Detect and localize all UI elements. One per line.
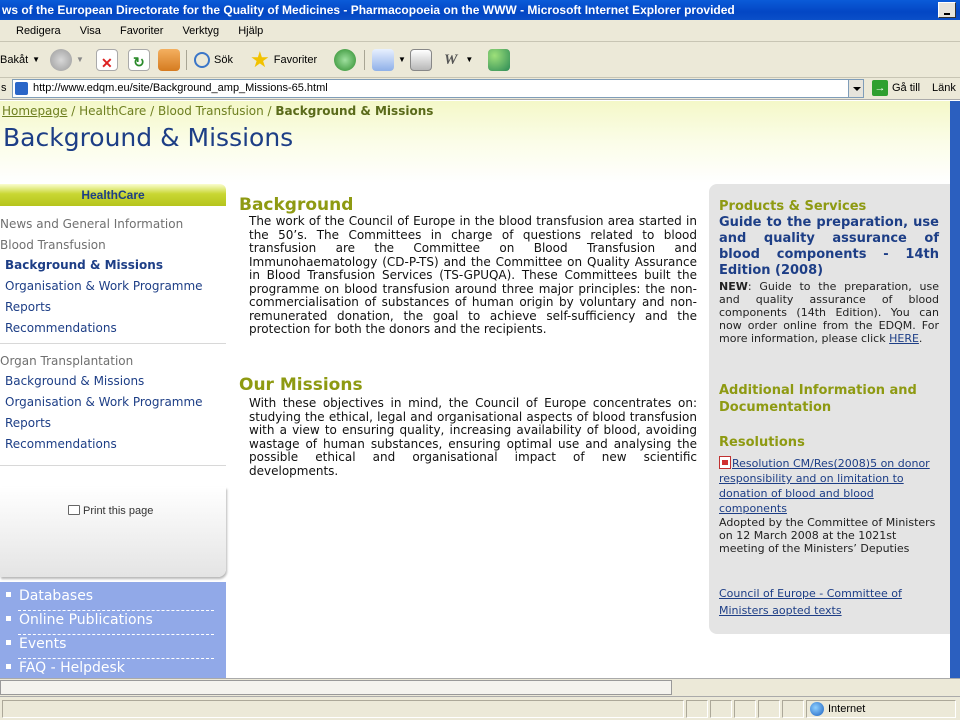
security-zone (810, 701, 865, 717)
search-button[interactable] (194, 48, 233, 72)
breadcrumb-healthcare[interactable]: HealthCare (79, 104, 147, 118)
new-label: NEW (719, 280, 748, 293)
breadcrumb (2, 104, 433, 118)
chevron-down-icon: ▼ (32, 55, 41, 64)
menu-verktyg[interactable]: Verktyg (182, 25, 220, 37)
home-icon (158, 49, 180, 71)
address-url: http://www.edqm.eu/site/Background_amp_Missions-65.html (33, 82, 328, 94)
chevron-down-icon: ▼ (465, 55, 474, 64)
horizontal-scrollbar[interactable] (0, 678, 960, 696)
search-icon (194, 52, 210, 68)
nav-databases[interactable]: Databases (6, 588, 214, 604)
nav-divider (0, 465, 226, 466)
nav-divider (18, 658, 214, 659)
menu-visa[interactable]: Visa (79, 25, 101, 37)
refresh-button[interactable] (128, 48, 154, 72)
status-pane (782, 700, 804, 718)
home-button[interactable] (158, 48, 184, 72)
left-navigation (0, 184, 226, 576)
pdf-icon (719, 456, 731, 469)
resolutions-heading: Resolutions (719, 435, 805, 450)
search-label: Sök (214, 54, 233, 66)
address-label: s (1, 82, 7, 94)
nav-section-header: HealthCare (0, 184, 226, 206)
here-link[interactable]: HERE (889, 332, 919, 345)
additional-info-heading: Additional Information and Documentation (719, 383, 917, 415)
breadcrumb-separator: / (67, 104, 80, 118)
forward-button[interactable] (50, 48, 84, 72)
bottom-navigation (0, 582, 226, 678)
address-bar (0, 78, 960, 100)
mail-button[interactable] (372, 48, 406, 72)
word-icon: W (444, 51, 458, 68)
print-page-label: Print this page (83, 505, 154, 517)
breadcrumb-homepage[interactable]: Homepage (2, 104, 68, 118)
menu-redigera[interactable]: Redigera (16, 25, 61, 37)
resolution-link[interactable] (719, 456, 941, 516)
breadcrumb-current: Background & Missions (275, 104, 434, 118)
print-page-link[interactable] (68, 505, 153, 517)
chevron-down-icon: ▼ (398, 55, 406, 64)
products-services-heading: Products & Services (719, 199, 867, 214)
go-button[interactable] (872, 80, 920, 96)
print-box (0, 487, 226, 577)
nav-organ-transplantation[interactable]: Organ Transplantation (0, 354, 134, 368)
mail-icon (372, 49, 394, 71)
messenger-button[interactable] (488, 48, 514, 72)
nav-divider (18, 610, 214, 611)
stop-button[interactable] (96, 48, 122, 72)
status-bar (0, 696, 960, 720)
address-dropdown-button[interactable] (848, 80, 863, 97)
coe-committee-link[interactable]: Council of Europe - Committee of Ministers aopted texts (719, 587, 902, 617)
vertical-scrollbar[interactable] (950, 101, 960, 678)
status-pane (734, 700, 756, 718)
nav-blood-transfusion[interactable]: Blood Transfusion (0, 238, 106, 252)
horizontal-scroll-thumb[interactable] (0, 680, 672, 695)
background-heading: Background (239, 195, 354, 215)
chevron-down-icon: ▼ (76, 55, 84, 64)
history-icon (334, 49, 356, 71)
guide-description (719, 280, 939, 345)
nav-divider (18, 634, 214, 635)
page-title: Background & Missions (3, 123, 294, 152)
printer-icon (68, 505, 80, 515)
toolbar (0, 42, 960, 78)
toolbar-separator (186, 50, 187, 70)
printer-icon (410, 49, 432, 71)
status-pane (686, 700, 708, 718)
refresh-icon: ↻ (128, 49, 150, 71)
missions-text: With these objectives in mind, the Council of Europe concentrates on: studying the ethical, legal and organisational aspects of blood transfusion with a view to ensuring quality, increasing availability of blood, avoiding wastage of human substances, ensuring optimal use and analysing the possible ethical and organisational impact of new scientific developments. (249, 396, 697, 478)
window-title-bar (0, 0, 960, 20)
address-input[interactable] (12, 79, 864, 98)
nav-faq-helpdesk[interactable]: FAQ - Helpdesk (6, 660, 214, 676)
page-header (0, 101, 950, 183)
window-title: ws of the European Directorate for the Quality of Medicines - Pharmacopoeia on the WWW - Microsoft Internet Explorer provided (2, 3, 735, 17)
favorites-label: Favoriter (273, 54, 318, 66)
globe-icon (810, 702, 824, 716)
page-viewport (0, 101, 950, 678)
nav-events[interactable]: Events (6, 636, 214, 652)
breadcrumb-separator: / (263, 104, 276, 118)
back-label: Bakåt (0, 54, 29, 66)
status-text-pane (2, 700, 684, 718)
nav-bt-reports[interactable]: Reports (5, 300, 52, 314)
nav-news[interactable]: News and General Information (0, 217, 184, 231)
menu-hjalp[interactable]: Hjälp (238, 25, 264, 37)
forward-arrow-icon (50, 49, 72, 71)
favorites-button[interactable] (250, 48, 317, 72)
nav-bt-organisation[interactable]: Organisation & Work Programme (5, 279, 203, 293)
background-text: The work of the Council of Europe in the blood transfusion area started in the 50’s. The Committees in charge of questions related to blood transfusion are the Committee on Blood Transfusion and Immunohaematology (CD-P-TS) and the Committee on Quality Assurance in Blood Transfusion Services (TS-GPUQA). These Committees built the programme on blood transfusion around three major principles: the non-commercialisation of substances of human origin by voluntary and non-remunerated donation, the goal to achieve self-sufficiency and the protection for both the donors and the recipients. (249, 214, 697, 336)
nav-ot-recommendations[interactable]: Recommendations (5, 437, 117, 451)
back-button[interactable] (0, 48, 40, 72)
links-label[interactable]: Länk (932, 82, 956, 94)
breadcrumb-separator: / (146, 104, 158, 118)
nav-bt-background-missions[interactable]: Background & Missions (5, 258, 163, 272)
nav-online-publications[interactable]: Online Publications (6, 612, 214, 628)
period: . (918, 332, 923, 345)
messenger-icon (488, 49, 510, 71)
nav-ot-background-missions[interactable]: Background & Missions (5, 374, 145, 388)
resolution-link-text: Resolution CM/Res(2008)5 on donor responsibility and on limitation to donation of blood and blood components (719, 457, 930, 515)
nav-bt-recommendations[interactable]: Recommendations (5, 321, 117, 335)
star-icon: ★ (250, 47, 270, 72)
menu-favoriter[interactable]: Favoriter (119, 25, 164, 37)
minimize-button[interactable] (938, 2, 956, 18)
toolbar-separator (364, 50, 365, 70)
status-pane (758, 700, 780, 718)
missions-heading: Our Missions (239, 375, 363, 395)
menu-bar (0, 20, 960, 42)
zone-label: Internet (828, 703, 866, 715)
ie-page-icon (15, 82, 28, 95)
history-button[interactable] (334, 48, 360, 72)
guide-title: Guide to the preparation, use and quality assurance of blood components - 14th Edition (2008) (719, 215, 939, 278)
breadcrumb-blood-transfusion[interactable]: Blood Transfusion (157, 104, 264, 118)
nav-ot-organisation[interactable]: Organisation & Work Programme (5, 395, 203, 409)
resolution-adopted-text: Adopted by the Committee of Ministers on 12 March 2008 at the 1021st meeting of the Ministers’ Deputies (719, 516, 936, 555)
nav-divider (0, 343, 226, 344)
go-label: Gå till (892, 82, 921, 94)
word-button[interactable] (444, 48, 473, 72)
print-button[interactable] (410, 48, 436, 72)
stop-icon: ✕ (96, 49, 118, 71)
nav-ot-reports[interactable]: Reports (5, 416, 52, 430)
status-pane (710, 700, 732, 718)
go-arrow-icon: → (872, 80, 888, 96)
new-text: : Guide to the preparation, use and quality assurance of blood components (14th Edition). You can now order online from the EDQM. For more information, please click (719, 280, 939, 345)
